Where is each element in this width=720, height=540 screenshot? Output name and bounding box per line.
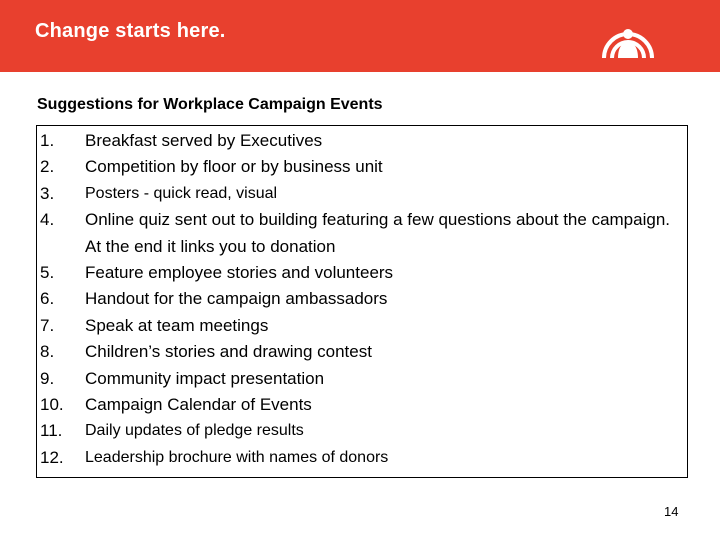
item-number: 5. (40, 263, 55, 283)
item-number: 3. (40, 183, 55, 203)
item-number: 10. (40, 395, 64, 415)
item-text: Posters - quick read, visual (85, 184, 278, 202)
list-item (37, 207, 687, 260)
item-text: Campaign Calendar of Events (85, 395, 312, 415)
item-number: 6. (40, 289, 55, 309)
list-item (37, 181, 687, 207)
item-text: Community impact presentation (85, 368, 325, 388)
list-item (37, 286, 687, 312)
list-item (37, 154, 687, 180)
list-item (37, 313, 687, 339)
list-item (37, 339, 687, 365)
item-text: Handout for the campaign ambassadors (85, 289, 388, 309)
item-text: Competition by floor or by business unit (85, 157, 383, 177)
item-number: 8. (40, 342, 55, 362)
tagline: Change starts here. (35, 20, 226, 42)
united-way-hand-icon (600, 14, 656, 62)
item-number: 4. (40, 210, 55, 230)
item-text: Leadership brochure with names of donors (85, 448, 389, 466)
page-number: 14 (664, 504, 679, 519)
item-number: 7. (40, 315, 55, 335)
list-item (37, 366, 687, 392)
list-item (37, 128, 687, 154)
list-item (37, 260, 687, 286)
item-text: Feature employee stories and volunteers (85, 263, 394, 283)
item-number: 9. (40, 368, 55, 388)
slide-title: Suggestions for Workplace Campaign Events (37, 96, 383, 113)
list-item (37, 418, 687, 444)
header-banner (0, 0, 720, 72)
list-item (37, 392, 687, 418)
list-item (37, 445, 687, 471)
item-text: Children’s stories and drawing contest (85, 342, 372, 362)
item-number: 12. (40, 447, 64, 467)
suggestions-list (37, 128, 687, 471)
item-number: 2. (40, 157, 55, 177)
item-text: Online quiz sent out to building featuring a few questions about the campaign. At the end it links you to donation (85, 210, 670, 256)
item-number: 1. (40, 131, 55, 150)
item-text: Breakfast served by Executives (85, 131, 323, 150)
suggestions-box (36, 125, 688, 478)
item-number: 11. (40, 421, 63, 441)
item-text: Speak at team meetings (85, 315, 269, 335)
item-text: Daily updates of pledge results (85, 422, 304, 440)
